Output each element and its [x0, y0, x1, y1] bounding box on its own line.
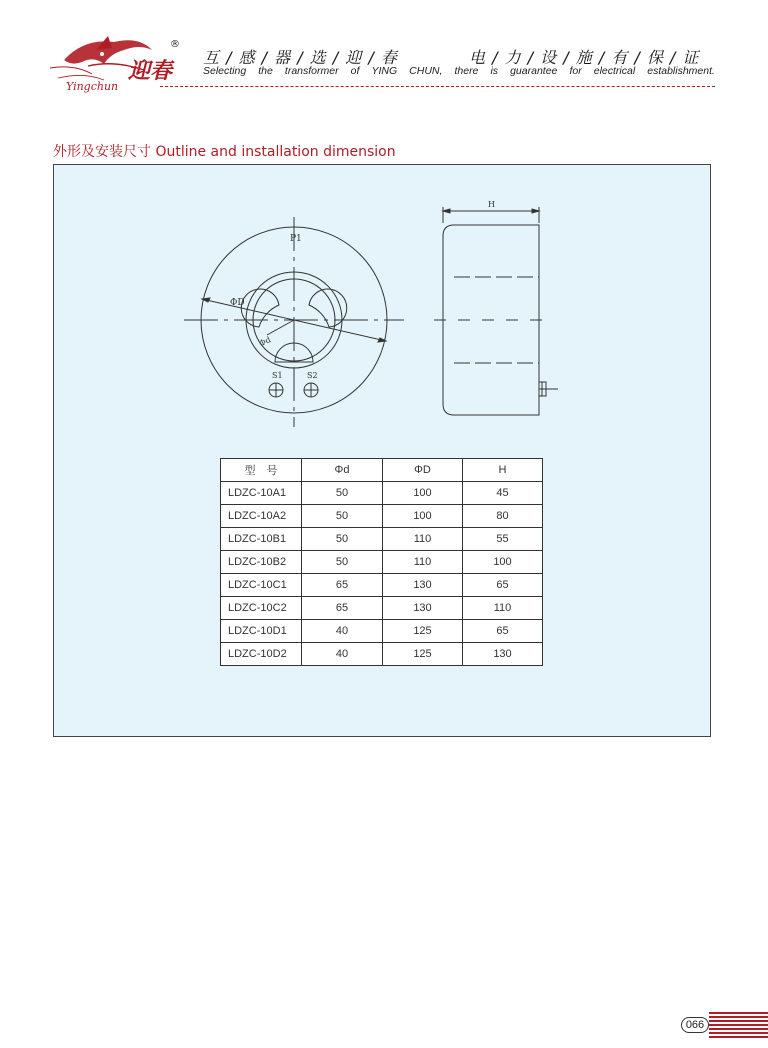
page-number: 066: [681, 1017, 709, 1033]
footer-stripes: [709, 1011, 768, 1041]
cell-height: 55: [463, 528, 543, 551]
slogan-cn-left: 互 / 感 / 器 / 选 / 迎 / 春: [203, 48, 398, 67]
cell-inner-diameter: 50: [302, 482, 383, 505]
cell-model: LDZC-10D1: [221, 620, 302, 643]
side-view: [434, 207, 558, 415]
cell-model: LDZC-10A1: [221, 482, 302, 505]
cell-model: LDZC-10A2: [221, 505, 302, 528]
table-row: [221, 574, 543, 597]
cell-inner-diameter: 50: [302, 528, 383, 551]
cell-height: 65: [463, 574, 543, 597]
cell-outer-diameter: 110: [383, 528, 463, 551]
slogan-english: Selecting the transformer of YING CHUN, there is guarantee for electrical establishment.: [203, 65, 715, 77]
label-height: H: [488, 200, 495, 209]
label-s1: S1: [272, 371, 283, 380]
cell-outer-diameter: 130: [383, 597, 463, 620]
cell-inner-diameter: 65: [302, 597, 383, 620]
cell-outer-diameter: 110: [383, 551, 463, 574]
cell-inner-diameter: 50: [302, 551, 383, 574]
cell-height: 100: [463, 551, 543, 574]
section-title: 外形及安装尺寸 Outline and installation dimension: [53, 144, 396, 160]
header-inner-diameter: Φd: [302, 459, 383, 482]
cell-outer-diameter: 100: [383, 482, 463, 505]
header-model: 型 号: [221, 459, 302, 482]
registered-mark: ®: [170, 39, 180, 50]
label-inner-diameter: Φd: [257, 335, 273, 349]
cell-inner-diameter: 40: [302, 620, 383, 643]
table-row: [221, 597, 543, 620]
cell-model: LDZC-10B2: [221, 551, 302, 574]
cell-outer-diameter: 125: [383, 620, 463, 643]
cell-inner-diameter: 50: [302, 505, 383, 528]
cell-inner-diameter: 65: [302, 574, 383, 597]
header-outer-diameter: ΦD: [383, 459, 463, 482]
spec-table: [220, 458, 543, 666]
table-row: [221, 482, 543, 505]
table-row: [221, 505, 543, 528]
cell-model: LDZC-10D2: [221, 643, 302, 666]
cell-model: LDZC-10B1: [221, 528, 302, 551]
svg-text:Yingchun: Yingchun: [66, 80, 119, 93]
cell-height: 130: [463, 643, 543, 666]
label-outer-diameter: ΦD: [230, 298, 245, 308]
cell-outer-diameter: 125: [383, 643, 463, 666]
svg-text:迎春: 迎春: [128, 59, 173, 84]
front-view: [184, 217, 404, 427]
cell-height: 110: [463, 597, 543, 620]
cell-inner-diameter: 40: [302, 643, 383, 666]
cell-height: 45: [463, 482, 543, 505]
table-row: [221, 643, 543, 666]
cell-model: LDZC-10C1: [221, 574, 302, 597]
table-row: [221, 620, 543, 643]
cell-outer-diameter: 130: [383, 574, 463, 597]
table-header-row: [221, 459, 543, 482]
header-height: H: [463, 459, 543, 482]
table-row: [221, 551, 543, 574]
cell-height: 65: [463, 620, 543, 643]
slogan-cn-right: 电 / 力 / 设 / 施 / 有 / 保 / 证: [469, 48, 700, 67]
drawing-panel: [53, 164, 711, 737]
label-p1: P1: [290, 234, 302, 244]
cell-height: 80: [463, 505, 543, 528]
header-divider: [160, 86, 715, 87]
label-s2: S2: [307, 371, 318, 380]
cell-outer-diameter: 100: [383, 505, 463, 528]
table-row: [221, 528, 543, 551]
cell-model: LDZC-10C2: [221, 597, 302, 620]
